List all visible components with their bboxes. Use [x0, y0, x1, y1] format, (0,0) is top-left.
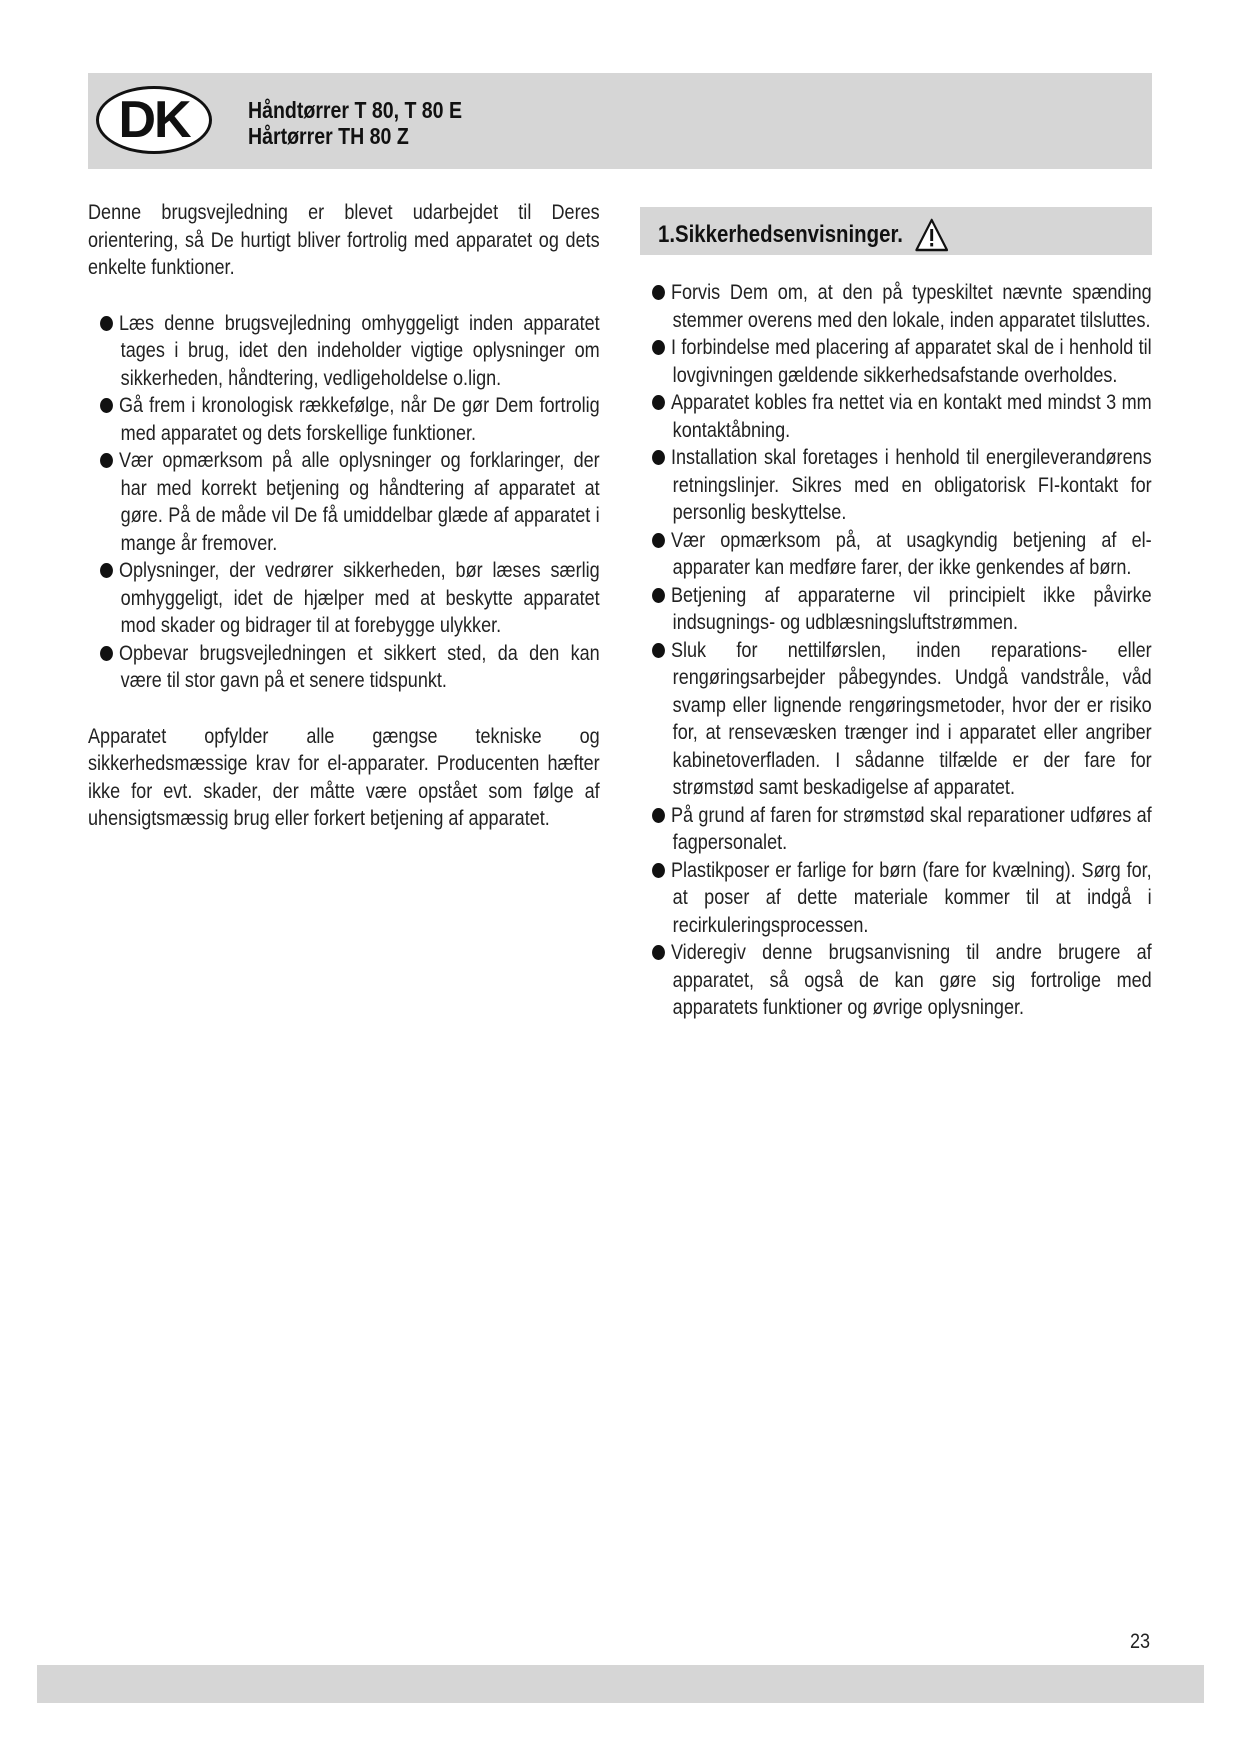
list-item: Forvis Dem om, at den på typeskiltet nævnte spænding stemmer overens med den lokale, inden apparatet tilsluttes.: [640, 279, 1152, 334]
list-item: Betjening af apparaterne vil principielt ikke påvirke indsugnings- og udblæsningsluftstrømmen.: [640, 582, 1152, 637]
list-item: Læs denne brugsvejledning omhyggeligt inden apparatet tages i brug, idet den indeholder vigtige oplysninger om sikkerheden, håndtering, vedligeholdelse o.lign.: [88, 310, 600, 393]
list-item: Installation skal foretages i henhold til energileverandørens retningslinjer. Sikres med en obligatorisk FI-kontakt for personlig beskyttelse.: [640, 444, 1152, 527]
bullet-icon: [100, 398, 113, 413]
list-item: Oplysninger, der vedrører sikkerheden, bør læses særlig omhyggeligt, idet de hjælper med at beskytte apparatet mod skader og bidrager til at forebygge ulykker.: [88, 557, 600, 640]
right-column: [640, 279, 1152, 1050]
list-item: Vær opmærksom på alle oplysninger og forklaringer, der har med korrekt betjening og håndtering af apparatet at gøre. På de måde vil De få umiddelbar glæde af apparatet i mange år fremover.: [88, 447, 600, 557]
bullet-icon: [652, 450, 665, 465]
title-line-1: Håndtørrer T 80, T 80 E: [248, 97, 463, 123]
bullet-icon: [100, 316, 113, 331]
bullet-icon: [652, 945, 665, 960]
footer-bar: [37, 1665, 1204, 1703]
list-item: Plastikposer er farlige for børn (fare for kvælning). Sørg for, at poser af dette materiale kommer til at indgå i recirkuleringsprocessen.: [640, 857, 1152, 940]
list-item: Vær opmærksom på, at usagkyndig betjening af el-apparater kan medføre farer, der ikke genkendes af børn.: [640, 527, 1152, 582]
safety-bullet-list: [640, 279, 1152, 1022]
title-line-2: Hårtørrer TH 80 Z: [248, 123, 409, 149]
bullet-icon: [652, 863, 665, 878]
list-item: Opbevar brugsvejledningen et sikkert sted, da den kan være til stor gavn på et senere tidspunkt.: [88, 640, 600, 695]
bullet-icon: [652, 643, 665, 658]
intro-paragraph: Denne brugsvejledning er blevet udarbejdet til Deres orientering, så De hurtigt bliver fortrolig med apparatet og dets enkelte funktioner.: [88, 201, 600, 279]
warning-triangle-icon: [915, 218, 949, 252]
left-bullet-list: [88, 310, 600, 695]
page-number: 23: [1130, 1630, 1151, 1653]
header-bar: [88, 73, 1152, 169]
document-titles: [248, 97, 462, 149]
left-column: [88, 199, 600, 833]
bullet-icon: [652, 340, 665, 355]
section-header-bar: [640, 207, 1152, 255]
closing-paragraph: Apparatet opfylder alle gængse tekniske og sikkerhedsmæssige krav for el-apparater. Producenten hæfter ikke for evt. skader, der måtte være opstået som følge af uhensigtsmæssig brug eller forkert betjening af apparatet.: [88, 724, 600, 830]
list-item: I forbindelse med placering af apparatet skal de i henhold til lovgivningen gældende sikkerhedsafstande overholdes.: [640, 334, 1152, 389]
bullet-icon: [100, 563, 113, 578]
bullet-icon: [652, 588, 665, 603]
list-item: Sluk for nettilførslen, inden reparations- eller rengøringsarbejder påbegyndes. Undgå vandstråle, våd svamp eller lignende rengøringsmetoder, hvor der er risiko for, at rensevæsken trænger ind i apparatet eller angriber kabinetoverfladen. I sådanne tilfælde er der fare for strømstød samt beskadigelse af apparatet.: [640, 637, 1152, 802]
bullet-icon: [100, 453, 113, 468]
bullet-icon: [652, 285, 665, 300]
bullet-icon: [100, 646, 113, 661]
bullet-icon: [652, 808, 665, 823]
list-item: På grund af faren for strømstød skal reparationer udføres af fagpersonalet.: [640, 802, 1152, 857]
bullet-icon: [652, 395, 665, 410]
bullet-icon: [652, 533, 665, 548]
section-title: 1.Sikkerhedsenvisninger.: [658, 218, 949, 252]
list-item: Apparatet kobles fra nettet via en kontakt med mindst 3 mm kontaktåbning.: [640, 389, 1152, 444]
list-item: Gå frem i kronologisk rækkefølge, når De gør Dem fortrolig med apparatet og dets forskellige funktioner.: [88, 392, 600, 447]
list-item: Videregiv denne brugsanvisning til andre brugere af apparatet, så også de kan gøre sig fortrolige med apparatets funktioner og øvrige oplysninger.: [640, 939, 1152, 1022]
country-badge: DK: [96, 86, 212, 154]
